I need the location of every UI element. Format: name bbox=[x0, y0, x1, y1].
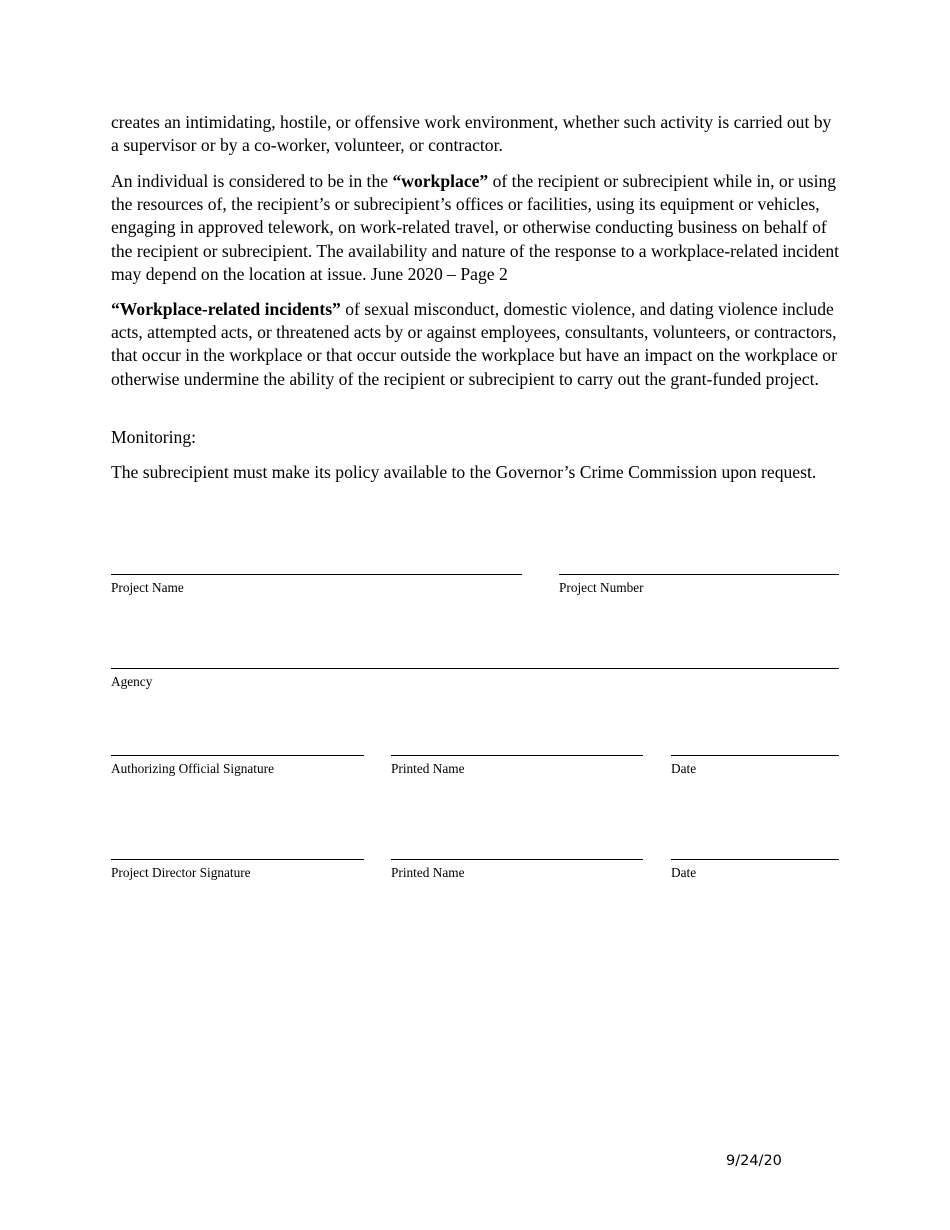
agency-label: Agency bbox=[111, 674, 153, 689]
paragraph-text bbox=[111, 170, 841, 286]
paragraph-text: The subrecipient must make its policy available to the Governor’s Crime Commission upon request. bbox=[111, 462, 817, 482]
paragraph-text: creates an intimidating, hostile, or offensive work environment, whether such activity is carried out by a supervisor or by a co-worker, volunteer, or contractor. bbox=[111, 112, 832, 156]
authorizing-printed-name-label: Printed Name bbox=[391, 761, 465, 776]
monitoring-paragraph bbox=[111, 461, 841, 484]
harassment-definition-paragraph bbox=[111, 111, 841, 157]
term-workplace: “workplace” bbox=[392, 171, 489, 191]
paragraph-text bbox=[111, 298, 841, 391]
term-workplace-related-incidents: “Workplace-related incidents” bbox=[111, 299, 341, 319]
director-date-line[interactable] bbox=[671, 859, 839, 860]
paragraph-rest: of the recipient or subrecipient while in, or using the resources of, the recipient’s or subrecipient’s offices or facilities, using its equipment or vehicles, engaging in approved telework, on work-related travel, or otherwise conducting business on behalf of the recipient or subrecipient. The availability and nature of the response to a workplace-related incident may depend on the location at issue. June 2020 – Page 2 bbox=[111, 171, 840, 284]
agency-line[interactable] bbox=[111, 668, 839, 669]
footer-date: 9/24/20 bbox=[726, 1153, 782, 1169]
project-name-line[interactable] bbox=[111, 574, 522, 575]
project-number-line[interactable] bbox=[559, 574, 839, 575]
director-date-label: Date bbox=[671, 865, 697, 880]
director-printed-name-label: Printed Name bbox=[391, 865, 465, 880]
authorizing-date-label: Date bbox=[671, 761, 697, 776]
monitoring-heading bbox=[111, 426, 841, 449]
director-printed-name-line[interactable] bbox=[391, 859, 643, 860]
incidents-definition-paragraph bbox=[111, 298, 841, 391]
project-name-label: Project Name bbox=[111, 580, 184, 595]
director-signature-label: Project Director Signature bbox=[111, 865, 251, 880]
heading-text: Monitoring: bbox=[111, 427, 197, 447]
authorizing-printed-name-line[interactable] bbox=[391, 755, 643, 756]
director-signature-line[interactable] bbox=[111, 859, 364, 860]
authorizing-signature-line[interactable] bbox=[111, 755, 364, 756]
authorizing-signature-label: Authorizing Official Signature bbox=[111, 761, 274, 776]
authorizing-date-line[interactable] bbox=[671, 755, 839, 756]
project-number-label: Project Number bbox=[559, 580, 644, 595]
paragraph-lead: An individual is considered to be in the bbox=[111, 171, 393, 191]
paragraph-rest: of sexual misconduct, domestic violence, and dating violence include acts, attempted acts, or threatened acts by or against employees, consultants, volunteers, or contractors, that occur in the workplace or that occur outside the workplace but have an impact on the workplace or otherwise undermine the ability of the recipient or subrecipient to carry out the grant-funded project. bbox=[111, 299, 837, 389]
workplace-definition-paragraph bbox=[111, 170, 841, 286]
